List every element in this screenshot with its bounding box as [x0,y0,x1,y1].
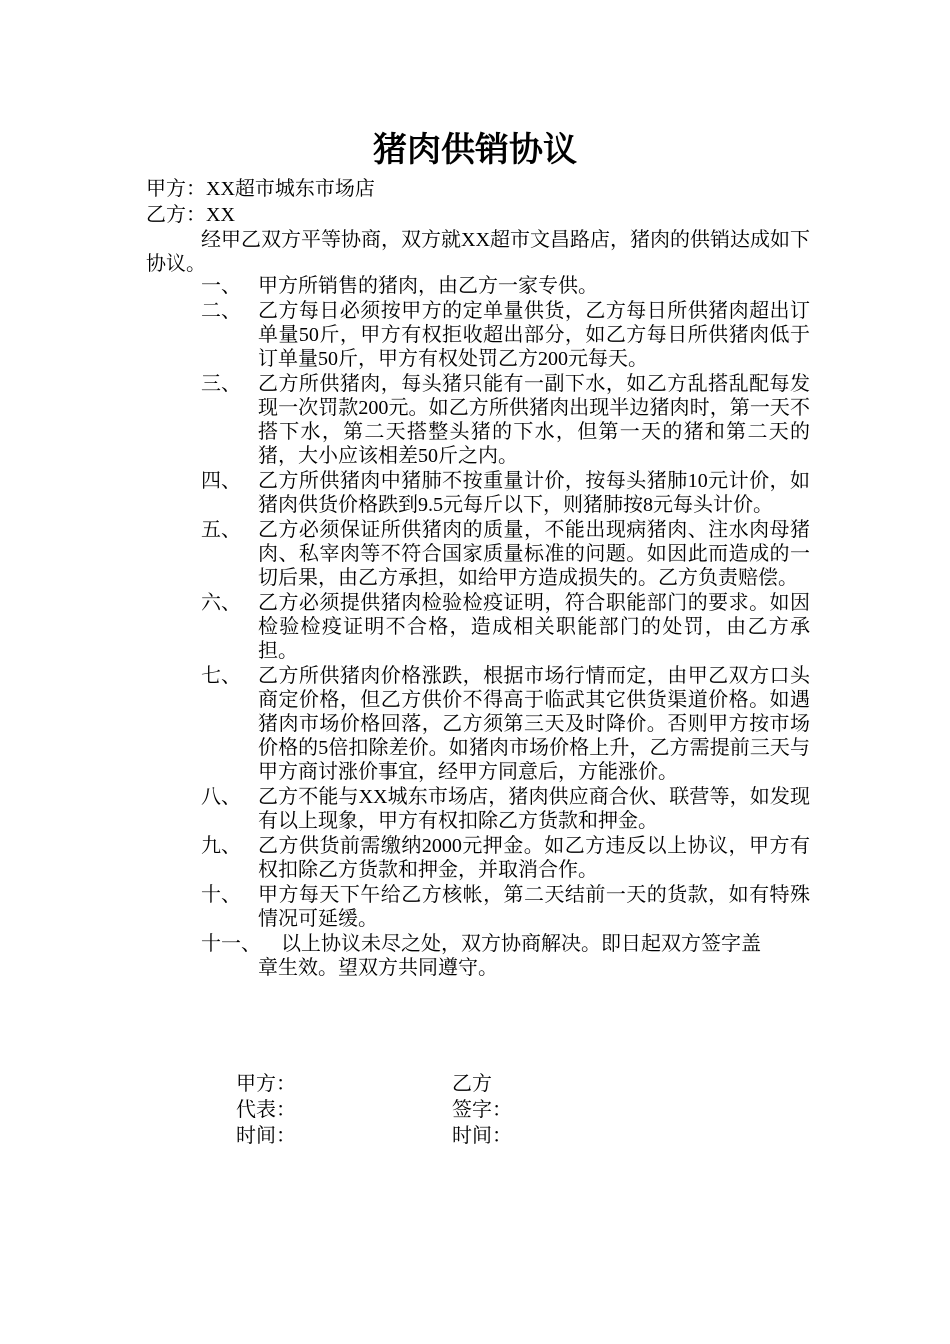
clause-item [0,518,950,590]
clause-text: 甲方每天下午给乙方核帐，第二天结前一天的货款，如有特殊情况可延缓。 [258,884,810,930]
clause-number: 八、 [201,786,241,808]
clause-item [0,469,950,517]
clause-item [0,299,950,371]
clause-item [0,274,950,298]
clause-text: 乙方所供猪肉价格涨跌，根据市场行情而定，由甲乙双方口头商定价格，但乙方供价不得高于临武其它供货渠道价格。如遇猪肉市场价格回落，乙方须第三天及时降价。否则甲方按市场价格的5倍扣除差价。如猪肉市场价格上升，乙方需提前三天与甲方商讨涨价事宜，经甲方同意后，方能涨价。 [258,665,810,783]
clause-item [0,834,950,882]
clause-item [0,372,950,468]
clause-text: 乙方供货前需缴纳2000元押金。如乙方违反以上协议，甲方有权扣除乙方货款和押金，并取消合作。 [258,835,810,881]
document-title: 猪肉供销协议 [373,130,577,170]
clause-item [0,785,950,833]
party-a-line: 甲方：XX超市城东市场店 [146,178,375,200]
clause-number: 二、 [201,300,241,322]
clause-item [0,883,950,931]
clause-text: 乙方每日必须按甲方的定单量供货，乙方每日所供猪肉超出订单量50斤，甲方有权拒收超出部分，如乙方每日所供猪肉低于订单量50斤，甲方有权处罚乙方200元每天。 [258,300,810,370]
clause-text: 乙方必须提供猪肉检验检疫证明，符合职能部门的要求。如因检验检疫证明不合格，造成相关职能部门的处罚，由乙方承担。 [258,592,810,662]
clause-item [0,664,950,784]
clause-number: 九、 [201,835,241,857]
clause-text: 乙方所供猪肉中猪肺不按重量计价，按每头猪肺10元计价，如猪肉供货价格跌到9.5元每斤以下，则猪肺按8元每头计价。 [258,470,810,516]
clause-number: 三、 [201,373,241,395]
clause-number: 六、 [201,592,241,614]
sig-party-a-label: 甲方： [236,1073,296,1095]
clause-number: 十、 [201,884,241,906]
clause-text-line1: 以上协议未尽之处，双方协商解决。即日起双方签字盖 [281,933,761,955]
clause-list [0,274,950,981]
clause-text: 乙方不能与XX城东市场店，猪肉供应商合伙、联营等，如发现有以上现象，甲方有权扣除乙方货款和押金。 [258,786,810,832]
sig-date-left-label: 时间： [236,1125,296,1147]
clause-text: 乙方必须保证所供猪肉的质量，不能出现病猪肉、注水肉母猪肉、私宰肉等不符合国家质量标准的问题。如因此而造成的一切后果，由乙方承担，如给甲方造成损失的。乙方负责赔偿。 [258,519,810,589]
clause-text-line2: 章生效。望双方共同遵守。 [258,957,498,979]
clause-text: 甲方所销售的猪肉，由乙方一家专供。 [258,275,598,297]
clause-number: 七、 [201,665,241,687]
sig-representative-label: 代表： [236,1099,296,1121]
sig-signature-label: 签字： [452,1099,512,1121]
clause-number: 四、 [201,470,241,492]
clause-item-last [0,932,950,980]
clause-number: 一、 [201,275,241,297]
clause-text: 乙方所供猪肉，每头猪只能有一副下水，如乙方乱搭乱配每发现一次罚款200元。如乙方所供猪肉出现半边猪肉时，第一天不搭下水，第二天搭整头猪的下水，但第一天的猪和第二天的猪，大小应该相差50斤之内。 [258,373,810,467]
clause-number: 十一、 [201,933,261,955]
sig-date-right-label: 时间： [452,1125,512,1147]
clause-item [0,591,950,663]
party-b-line: 乙方：XX [146,204,235,226]
sig-party-b-label: 乙方 [452,1073,492,1095]
intro-paragraph: 经甲乙双方平等协商，双方就XX超市文昌路店，猪肉的供销达成如下协议。 [146,229,810,275]
clause-number: 五、 [201,519,241,541]
